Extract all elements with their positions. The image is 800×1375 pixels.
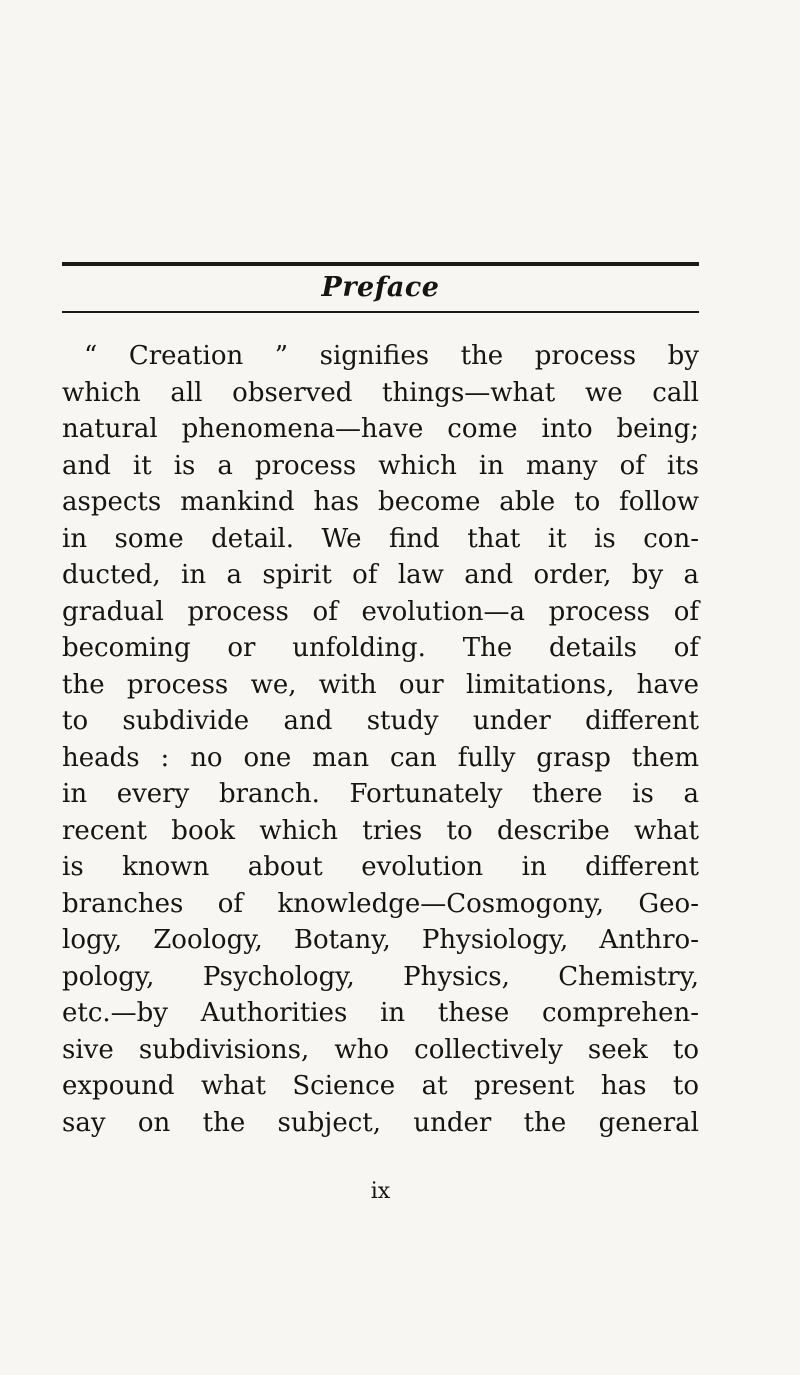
- text-line: branches of knowledge—Cosmogony, Geo-: [62, 888, 699, 919]
- text-line: and it is a process which in many of its: [62, 450, 699, 481]
- page-number: ix: [370, 1179, 391, 1204]
- running-head: Preface: [321, 272, 440, 303]
- text-line: becoming or unfolding. The details of: [62, 633, 699, 663]
- text-line: is known about evolution in different: [62, 852, 699, 882]
- header-rule-bottom: [62, 311, 699, 313]
- text-line: ducted, in a spirit of law and order, by a: [62, 560, 699, 590]
- text-line: etc.—by Authorities in these comprehen-: [62, 998, 699, 1028]
- text-line: aspects mankind has become able to follow: [62, 487, 699, 517]
- text-line: recent book which tries to describe what: [62, 815, 699, 846]
- text-line: which all observed things—what we call: [62, 377, 699, 408]
- text-line: heads : no one man can fully grasp them: [62, 742, 699, 773]
- text-line: in some detail. We find that it is con-: [62, 523, 699, 554]
- text-line: pology, Psychology, Physics, Chemistry,: [62, 961, 699, 992]
- text-line: natural phenomena—have come into being;: [62, 414, 699, 444]
- text-line: sive subdivisions, who collectively seek to: [62, 1034, 699, 1065]
- text-line: “ Creation ” signifies the process by: [84, 341, 699, 371]
- text-line: expound what Science at present has to: [62, 1071, 699, 1101]
- text-line: say on the subject, under the general: [62, 1107, 699, 1138]
- text-line: the process we, with our limitations, have: [62, 669, 699, 700]
- text-line: to subdivide and study under different: [62, 706, 699, 736]
- text-line: gradual process of evolution—a process of: [62, 596, 699, 627]
- text-line: in every branch. Fortunately there is a: [62, 779, 699, 809]
- body-paragraph: [62, 338, 699, 1141]
- text-line: logy, Zoology, Botany, Physiology, Anthro-: [62, 925, 699, 955]
